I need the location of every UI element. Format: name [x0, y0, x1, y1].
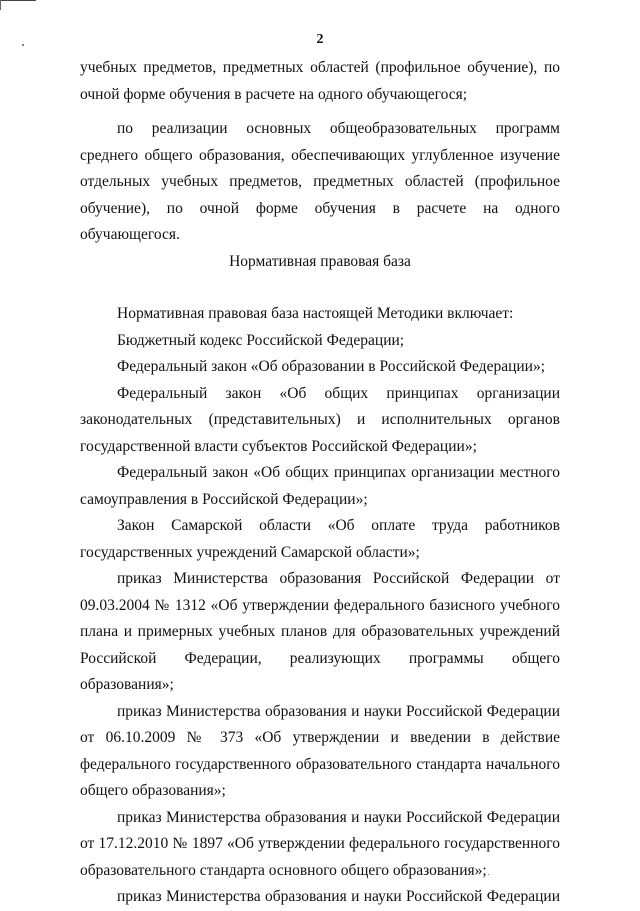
paragraph: Федеральный закон «Об общих принципах организации законодательных (представительных) и исполнительных органов государственной власти субъектов Российской Федерации»;	[80, 384, 560, 455]
paragraph: приказ Министерства образования и науки Российской Федерации	[117, 888, 560, 905]
paragraph: Федеральный закон «Об общих принципах организации местного самоуправления в Российской Федерации»;	[80, 464, 560, 508]
paragraph: Нормативная правовая база настоящей Методики включает:	[117, 305, 514, 322]
paragraph: приказ Министерства образования Российской Федерации от 09.03.2004 № 1312 «Об утверждении федерального базисного учебного плана и примерных учебных планов для образовательных учреждений Российской Федерации, реализующих программы общего образования»;	[80, 570, 560, 693]
paragraph: приказ Министерства образования и науки Российской Федерации от 06.10.2009 № 373 «Об утверждении и введении в действие федерального государственного образовательного стандарта начального общего образования»;	[80, 702, 560, 799]
paragraph: приказ Министерства образования и науки Российской Федерации от 17.12.2010 № 1897 «Об утверждении федерального государственного образовательного стандарта основного общего образования»;	[80, 808, 560, 879]
page-number: 2	[316, 32, 324, 47]
paragraph: Бюджетный кодекс Российской Федерации;	[117, 331, 405, 349]
paragraph: Федеральный закон «Об образовании в Российской Федерации»;	[117, 358, 546, 375]
document-body	[80, 55, 560, 911]
scan-corner-mark-vertical	[0, 0, 1, 10]
paragraph: учебных предметов, предметных областей (профильное обучение), по очной форме обучения в расчете на одного обучающегося;	[80, 59, 560, 103]
section-heading: Нормативная правовая база	[229, 252, 411, 270]
scan-corner-mark	[0, 0, 36, 1]
paragraph: по реализации основных общеобразовательных программ среднего общего образования, обеспечивающих углубленное изучение отдельных учебных предметов, предметных областей (профильное обучение), по очной форме обучения в расчете на одного обучающегося.	[80, 120, 560, 243]
paragraph: Закон Самарской области «Об оплате труда работников государственных учреждений Самарской области»;	[80, 517, 560, 561]
